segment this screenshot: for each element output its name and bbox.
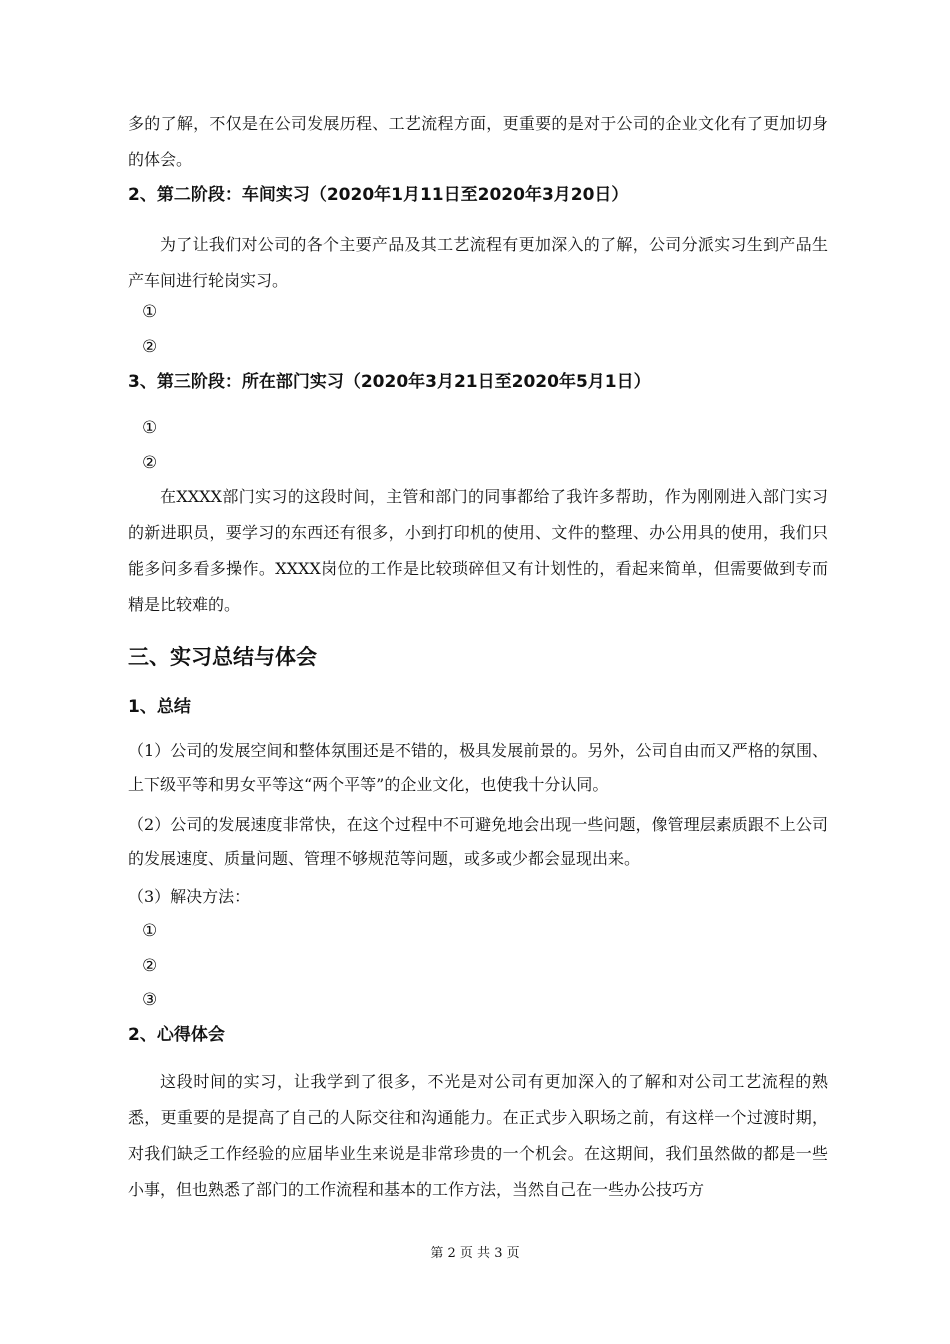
section3-heading: 三、实习总结与体会 — [128, 645, 317, 669]
intro-paragraph: 多的了解，不仅是在公司发展历程、工艺流程方面，更重要的是对于公司的企业文化有了更加切身的体会。 — [128, 114, 828, 169]
experience-heading: 2、心得体会 — [128, 1025, 225, 1045]
stage2-item-1-marker: ① — [142, 302, 158, 322]
page-number-footer: 第 2 页 共 3 页 — [430, 1246, 520, 1261]
summary-item-3: （3）解决方法： — [128, 887, 251, 906]
solution-item-2-marker: ② — [142, 956, 158, 976]
solution-item-1-marker: ① — [142, 921, 158, 941]
stage3-item-2-marker: ② — [142, 453, 158, 473]
stage2-heading: 2、第二阶段：车间实习（2020年1月11日至2020年3月20日） — [128, 185, 629, 205]
stage2-paragraph: 为了让我们对公司的各个主要产品及其工艺流程有更加深入的了解，公司分派实习生到产品生产车间进行轮岗实习。 — [128, 235, 828, 290]
stage2-item-2-marker: ② — [142, 337, 158, 357]
summary-item-1: （1）公司的发展空间和整体氛围还是不错的，极具发展前景的。另外，公司自由而又严格的氛围、上下级平等和男女平等这“两个平等”的企业文化，也使我十分认同。 — [128, 741, 828, 794]
summary-heading: 1、总结 — [128, 697, 191, 717]
stage3-heading: 3、第三阶段：所在部门实习（2020年3月21日至2020年5月1日） — [128, 372, 651, 392]
stage3-paragraph: 在XXXX部门实习的这段时间，主管和部门的同事都给了我许多帮助，作为刚刚进入部门实习的新进职员，要学习的东西还有很多，小到打印机的使用、文件的整理、办公用具的使用，我们只能多问多看多操作。XXXX岗位的工作是比较琐碎但又有计划性的，看起来简单，但需要做到专而精是比较难的。 — [128, 487, 828, 614]
summary-item-2: （2）公司的发展速度非常快，在这个过程中不可避免地会出现一些问题，像管理层素质跟不上公司的发展速度、质量问题、管理不够规范等问题，或多或少都会显现出来。 — [128, 815, 828, 868]
solution-item-3-marker: ③ — [142, 990, 158, 1010]
experience-paragraph: 这段时间的实习，让我学到了很多，不光是对公司有更加深入的了解和对公司工艺流程的熟悉，更重要的是提高了自己的人际交往和沟通能力。在正式步入职场之前，有这样一个过渡时期，对我们缺乏工作经验的应届毕业生来说是非常珍贵的一个机会。在这期间，我们虽然做的都是一些小事，但也熟悉了部门的工作流程和基本的工作方法，当然自己在一些办公技巧方 — [128, 1072, 828, 1199]
stage3-item-1-marker: ① — [142, 418, 158, 438]
